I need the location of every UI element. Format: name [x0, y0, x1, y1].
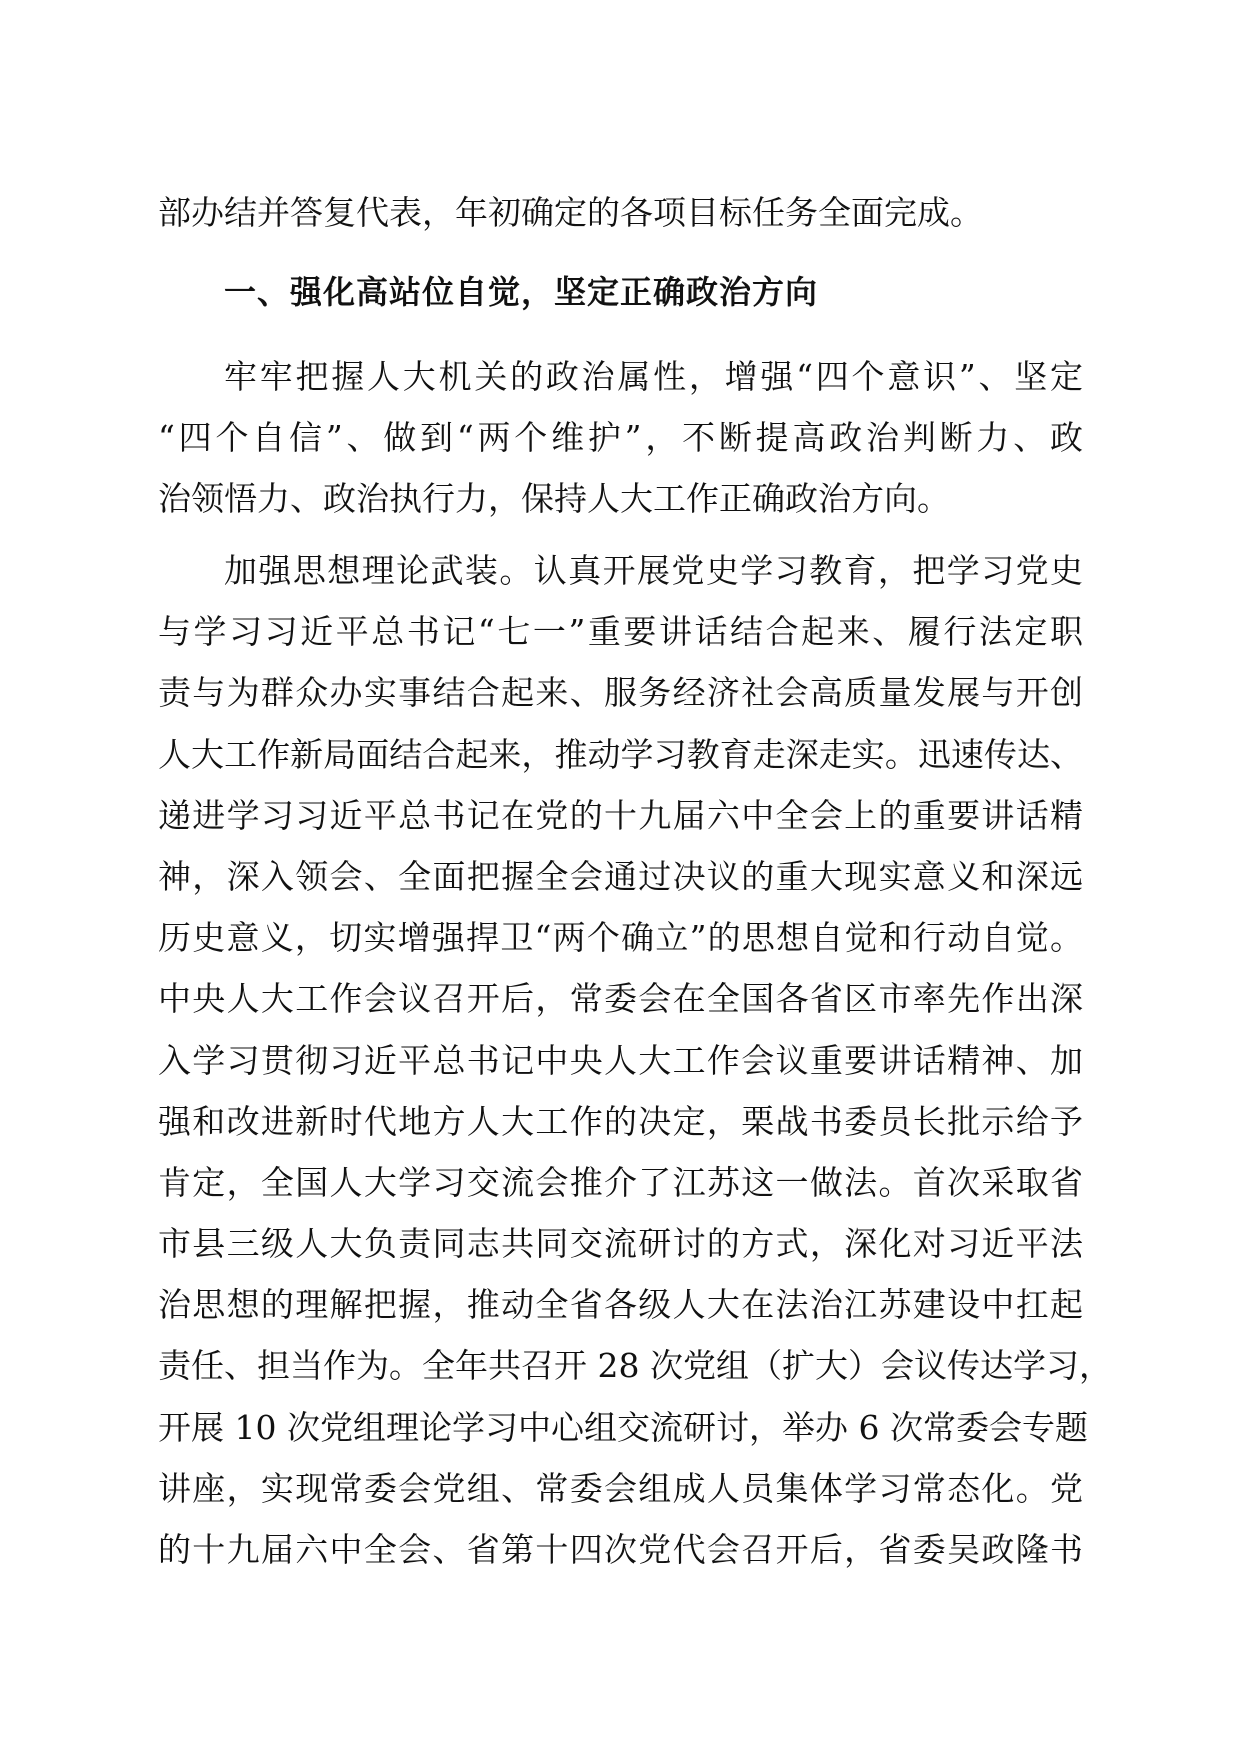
- text-line: 加强思想理论武装。认真开展党史学习教育，把学习党史: [224, 551, 1083, 590]
- text-line: 治思想的理解把握，推动全省各级人大在法治江苏建设中扛起: [158, 1285, 1083, 1325]
- text-line: “四个自信”、做到“两个维护”，不断提高政治判断力、政: [158, 418, 1083, 458]
- text-line: 递进学习习近平总书记在党的十九届六中全会上的重要讲话精: [158, 795, 1083, 835]
- paragraph-theory-study: [158, 540, 1112, 1580]
- text-line: 的十九届六中全会、省第十四次党代会召开后，省委吴政隆书: [158, 1530, 1083, 1569]
- text-line: 部办结并答复代表，年初确定的各项目标任务全面完成。: [158, 193, 983, 232]
- text-line: 强和改进新时代地方人大工作的决定，栗战书委员长批示给予: [158, 1101, 1083, 1141]
- text-line: 中央人大工作会议召开后，常委会在全国各省区市率先作出深: [158, 979, 1083, 1019]
- text-line: 开展 10 次党组理论学习中心组交流研讨，举办 6 次常委会专题: [158, 1407, 1088, 1447]
- text-line: 治领悟力、政治执行力，保持人大工作正确政治方向。: [158, 479, 950, 519]
- text-line: 入学习贯彻习近平总书记中央人大工作会议重要讲话精神、加: [158, 1040, 1083, 1080]
- intro-paragraph: [158, 182, 1083, 243]
- text-line: 神，深入领会、全面把握全会通过决议的重大现实意义和深远: [158, 856, 1083, 896]
- text-line: 人大工作新局面结合起来，推动学习教育走深走实。迅速传达、: [158, 734, 1083, 774]
- text-line: 市县三级人大负责同志共同交流研讨的方式，深化对习近平法: [158, 1224, 1083, 1264]
- text-line: 责任、担当作为。全年共召开 28 次党组（扩大）会议传达学习，: [158, 1346, 1112, 1386]
- paragraph-political-direction: [158, 346, 1083, 530]
- text-line: 责与为群众办实事结合起来、服务经济社会高质量发展与开创: [158, 673, 1083, 713]
- text-line: 肯定，全国人大学习交流会推介了江苏这一做法。首次采取省: [158, 1162, 1083, 1202]
- text-line: 与学习习近平总书记“七一”重要讲话结合起来、履行法定职: [158, 612, 1083, 652]
- text-line: 牢牢把握人大机关的政治属性，增强“四个意识”、坚定: [224, 357, 1083, 396]
- section-heading: 一、强化高站位自觉，坚定正确政治方向: [224, 273, 819, 311]
- text-line: 讲座，实现常委会党组、常委会组成人员集体学习常态化。党: [158, 1468, 1083, 1508]
- text-line: 历史意义，切实增强捍卫“两个确立”的思想自觉和行动自觉。: [158, 918, 1083, 958]
